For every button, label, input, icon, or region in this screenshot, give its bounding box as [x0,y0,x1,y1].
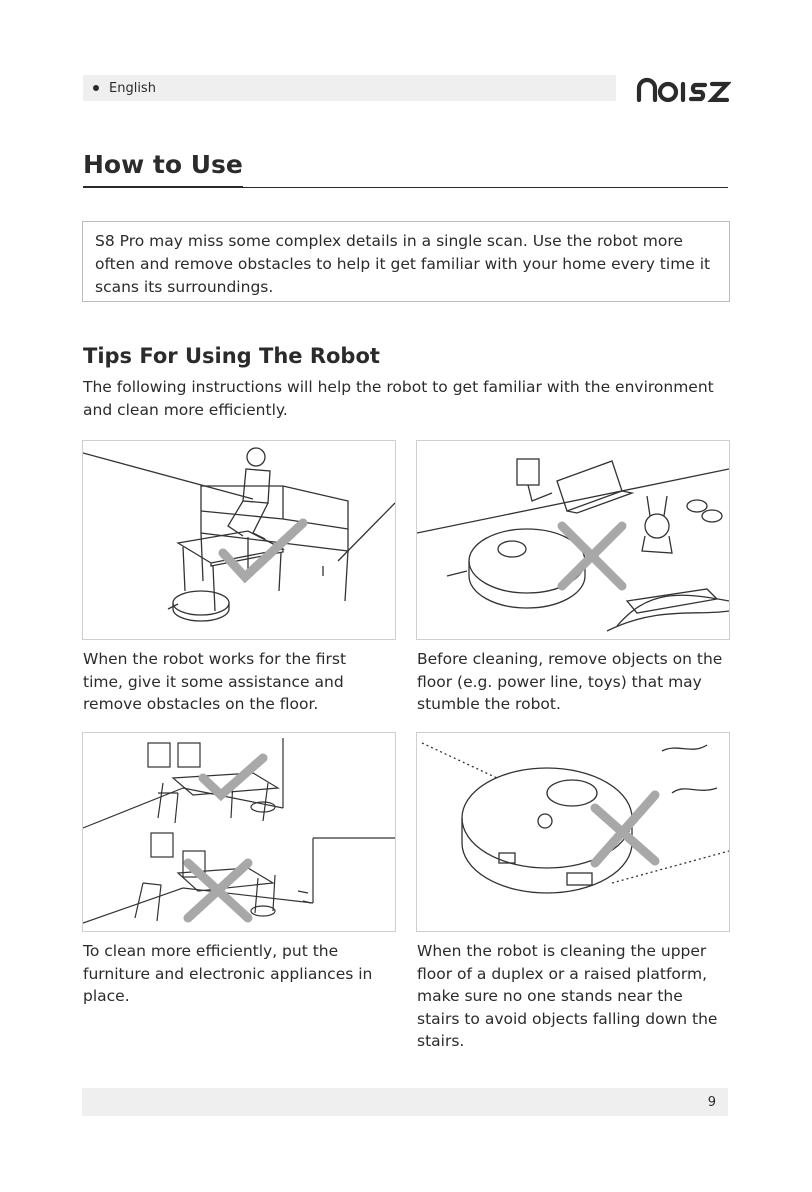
dining-room-illustration [82,732,396,932]
tips-title: Tips For Using The Robot [83,344,380,368]
footer-bar [82,1088,728,1116]
language-bar [83,75,616,101]
bullet-icon [93,85,99,91]
page-number: 9 [707,1094,716,1110]
brand-logo [635,76,731,102]
tip-caption-4: When the robot is cleaning the upper floor of a duplex or a raised platform, make sure no one stands near the stairs to avoid objects falling down the stairs. [417,942,718,1050]
tips-intro: The following instructions will help the robot to get familiar with the environment and clean more efficiently. [83,378,714,419]
tip-caption-1: When the robot works for the first time, give it some assistance and remove obstacles on the floor. [83,650,347,713]
sofa-person-illustration [82,440,396,640]
tip-caption-2: Before cleaning, remove objects on the floor (e.g. power line, toys) that may stumble the robot. [417,650,723,713]
language-label: English [109,80,156,96]
robot-carpet-illustration [416,732,730,932]
note-box: S8 Pro may miss some complex details in a single scan. Use the robot more often and remove obstacles to help it get familiar with your home every time it scans its surroundings. [82,221,730,302]
section-title: How to Use [83,150,243,188]
section-divider [240,187,728,188]
tip-caption-3: To clean more efficiently, put the furniture and electronic appliances in place. [83,942,373,1005]
charging-dock-toys-illustration [416,440,730,640]
